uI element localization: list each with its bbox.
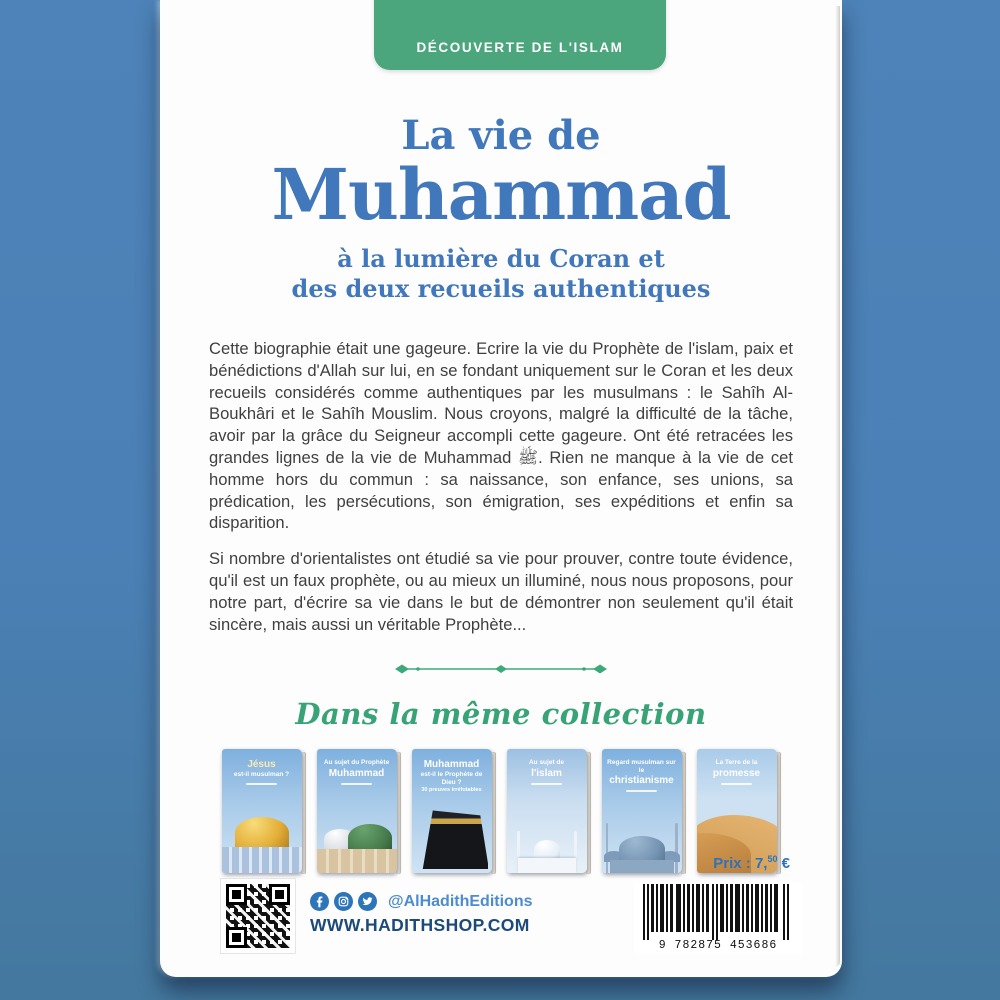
collection-badge-label: DÉCOUVERTE DE L'ISLAM bbox=[416, 40, 624, 55]
golden-dome-icon bbox=[235, 817, 289, 849]
thumb-decoration bbox=[626, 790, 656, 792]
qr-finder bbox=[269, 884, 290, 905]
kaaba-icon bbox=[416, 809, 488, 869]
thumb-decoration bbox=[531, 783, 561, 785]
title-subtitle bbox=[160, 244, 842, 304]
blurb-paragraph-1: Cette biographie était une gageure. Ecrire la vie du Prophète de l'islam, paix et bénédictions d'Allah sur lui, en se fondant uniquement sur le Coran et les deux recueils considérés comme authentiques par les musulmans : le Sahîh Al-Boukhâri et le Sahîh Mouslim. Nous croyons, malgré la difficulté de la tâche, avoir par la grâce du Seigneur accompli cette gageure. Ont été retracées les grandes lignes de la vie de Muhammad ﷺ. Rien ne manque à la vie de cet homme hors du commun : sa naissance, son enfance, ses unions, sa prédication, les persécutions, son émigration, ses expéditions et enfin sa disparition. bbox=[209, 339, 793, 533]
facebook-icon bbox=[310, 892, 329, 911]
price-value: Prix : 7, bbox=[713, 855, 768, 872]
qr-finder bbox=[226, 884, 247, 905]
twitter-icon bbox=[358, 892, 377, 911]
book-cover-thumbnail bbox=[222, 749, 302, 873]
title-line1: La vie de bbox=[401, 112, 601, 159]
social-block bbox=[310, 878, 532, 936]
subtitle-line2: des deux recueils authentiques bbox=[291, 274, 711, 303]
collection-book-christianisme bbox=[602, 749, 686, 876]
barcode bbox=[634, 882, 802, 954]
price-cents: 50 bbox=[767, 854, 778, 864]
minaret-icon bbox=[606, 823, 609, 873]
thumb-tagline: 30 preuves irréfutables bbox=[421, 787, 482, 794]
thumb-decoration bbox=[246, 783, 276, 785]
social-handle: @AlHadithEditions bbox=[388, 892, 533, 910]
subtitle-line1: à la lumière du Coran et bbox=[337, 244, 665, 273]
book-cover-thumbnail bbox=[317, 749, 397, 873]
green-dome-icon bbox=[348, 824, 392, 851]
ornamental-divider bbox=[391, 661, 611, 677]
thumb-title: Muhammad bbox=[423, 759, 480, 771]
thumb-title: l'islam bbox=[531, 767, 562, 779]
price-label bbox=[713, 854, 790, 872]
white-mosque-dome-icon bbox=[534, 840, 560, 860]
book-cover-thumbnail bbox=[507, 749, 587, 873]
thumb-title: Muhammad bbox=[328, 767, 385, 779]
publisher-footer bbox=[220, 878, 532, 954]
price-currency: € bbox=[777, 855, 790, 872]
blue-mosque-dome-icon bbox=[619, 836, 665, 861]
collection-book-jesus bbox=[222, 749, 306, 876]
mosque-base bbox=[518, 858, 576, 873]
thumb-overtitle: Au sujet du Prophète bbox=[323, 759, 390, 767]
title-line2: Muhammad bbox=[271, 153, 731, 236]
thumb-title: promesse bbox=[712, 767, 761, 779]
thumb-subtitle: est-il le Prophète de Dieu ? bbox=[420, 771, 483, 786]
collection-badge bbox=[374, 0, 666, 70]
book-back-cover bbox=[160, 0, 842, 977]
thumb-title: Jésus bbox=[247, 759, 276, 771]
thumb-subtitle: est-il musulman ? bbox=[233, 771, 290, 779]
back-cover-blurb bbox=[209, 338, 793, 635]
thumb-overtitle: Regard musulman sur le bbox=[607, 759, 676, 774]
instagram-icon bbox=[334, 892, 353, 911]
thumb-decoration bbox=[721, 783, 751, 785]
thumb-overtitle: Au sujet de bbox=[528, 759, 565, 767]
book-cover-thumbnail bbox=[602, 749, 682, 873]
qr-code bbox=[220, 878, 296, 954]
book-cover-thumbnail bbox=[412, 749, 492, 873]
barcode-bars bbox=[643, 884, 793, 940]
blurb-paragraph-2: Si nombre d'orientalistes ont étudié sa vie pour prouver, contre toute évidence, qu'il est un faux prophète, ou au mieux un illuminé, nous nous proposons, pour notre part, d'écrire sa vie dans le but de démontrer non seulement qu'il était sincère, mais aussi un véritable Prophète... bbox=[209, 549, 793, 634]
website-url: WWW.HADITHSHOP.COM bbox=[310, 915, 530, 935]
collection-book-islam bbox=[507, 749, 591, 876]
collection-book-au-sujet-du-prophete bbox=[317, 749, 401, 876]
mosque-wall bbox=[317, 849, 397, 873]
social-row bbox=[310, 892, 532, 911]
minaret-icon bbox=[675, 823, 678, 873]
mosque-base bbox=[610, 860, 674, 873]
mosque-wall bbox=[222, 847, 302, 873]
collection-book-muhammad-prophete bbox=[412, 749, 496, 876]
thumb-decoration bbox=[341, 783, 371, 785]
thumb-title: christianisme bbox=[609, 775, 674, 787]
qr-finder bbox=[226, 927, 247, 948]
collection-heading: Dans la même collection bbox=[295, 697, 707, 732]
barcode-number: 9 782875 453686 bbox=[658, 939, 778, 952]
thumb-overtitle: La Terre de la bbox=[715, 759, 758, 767]
